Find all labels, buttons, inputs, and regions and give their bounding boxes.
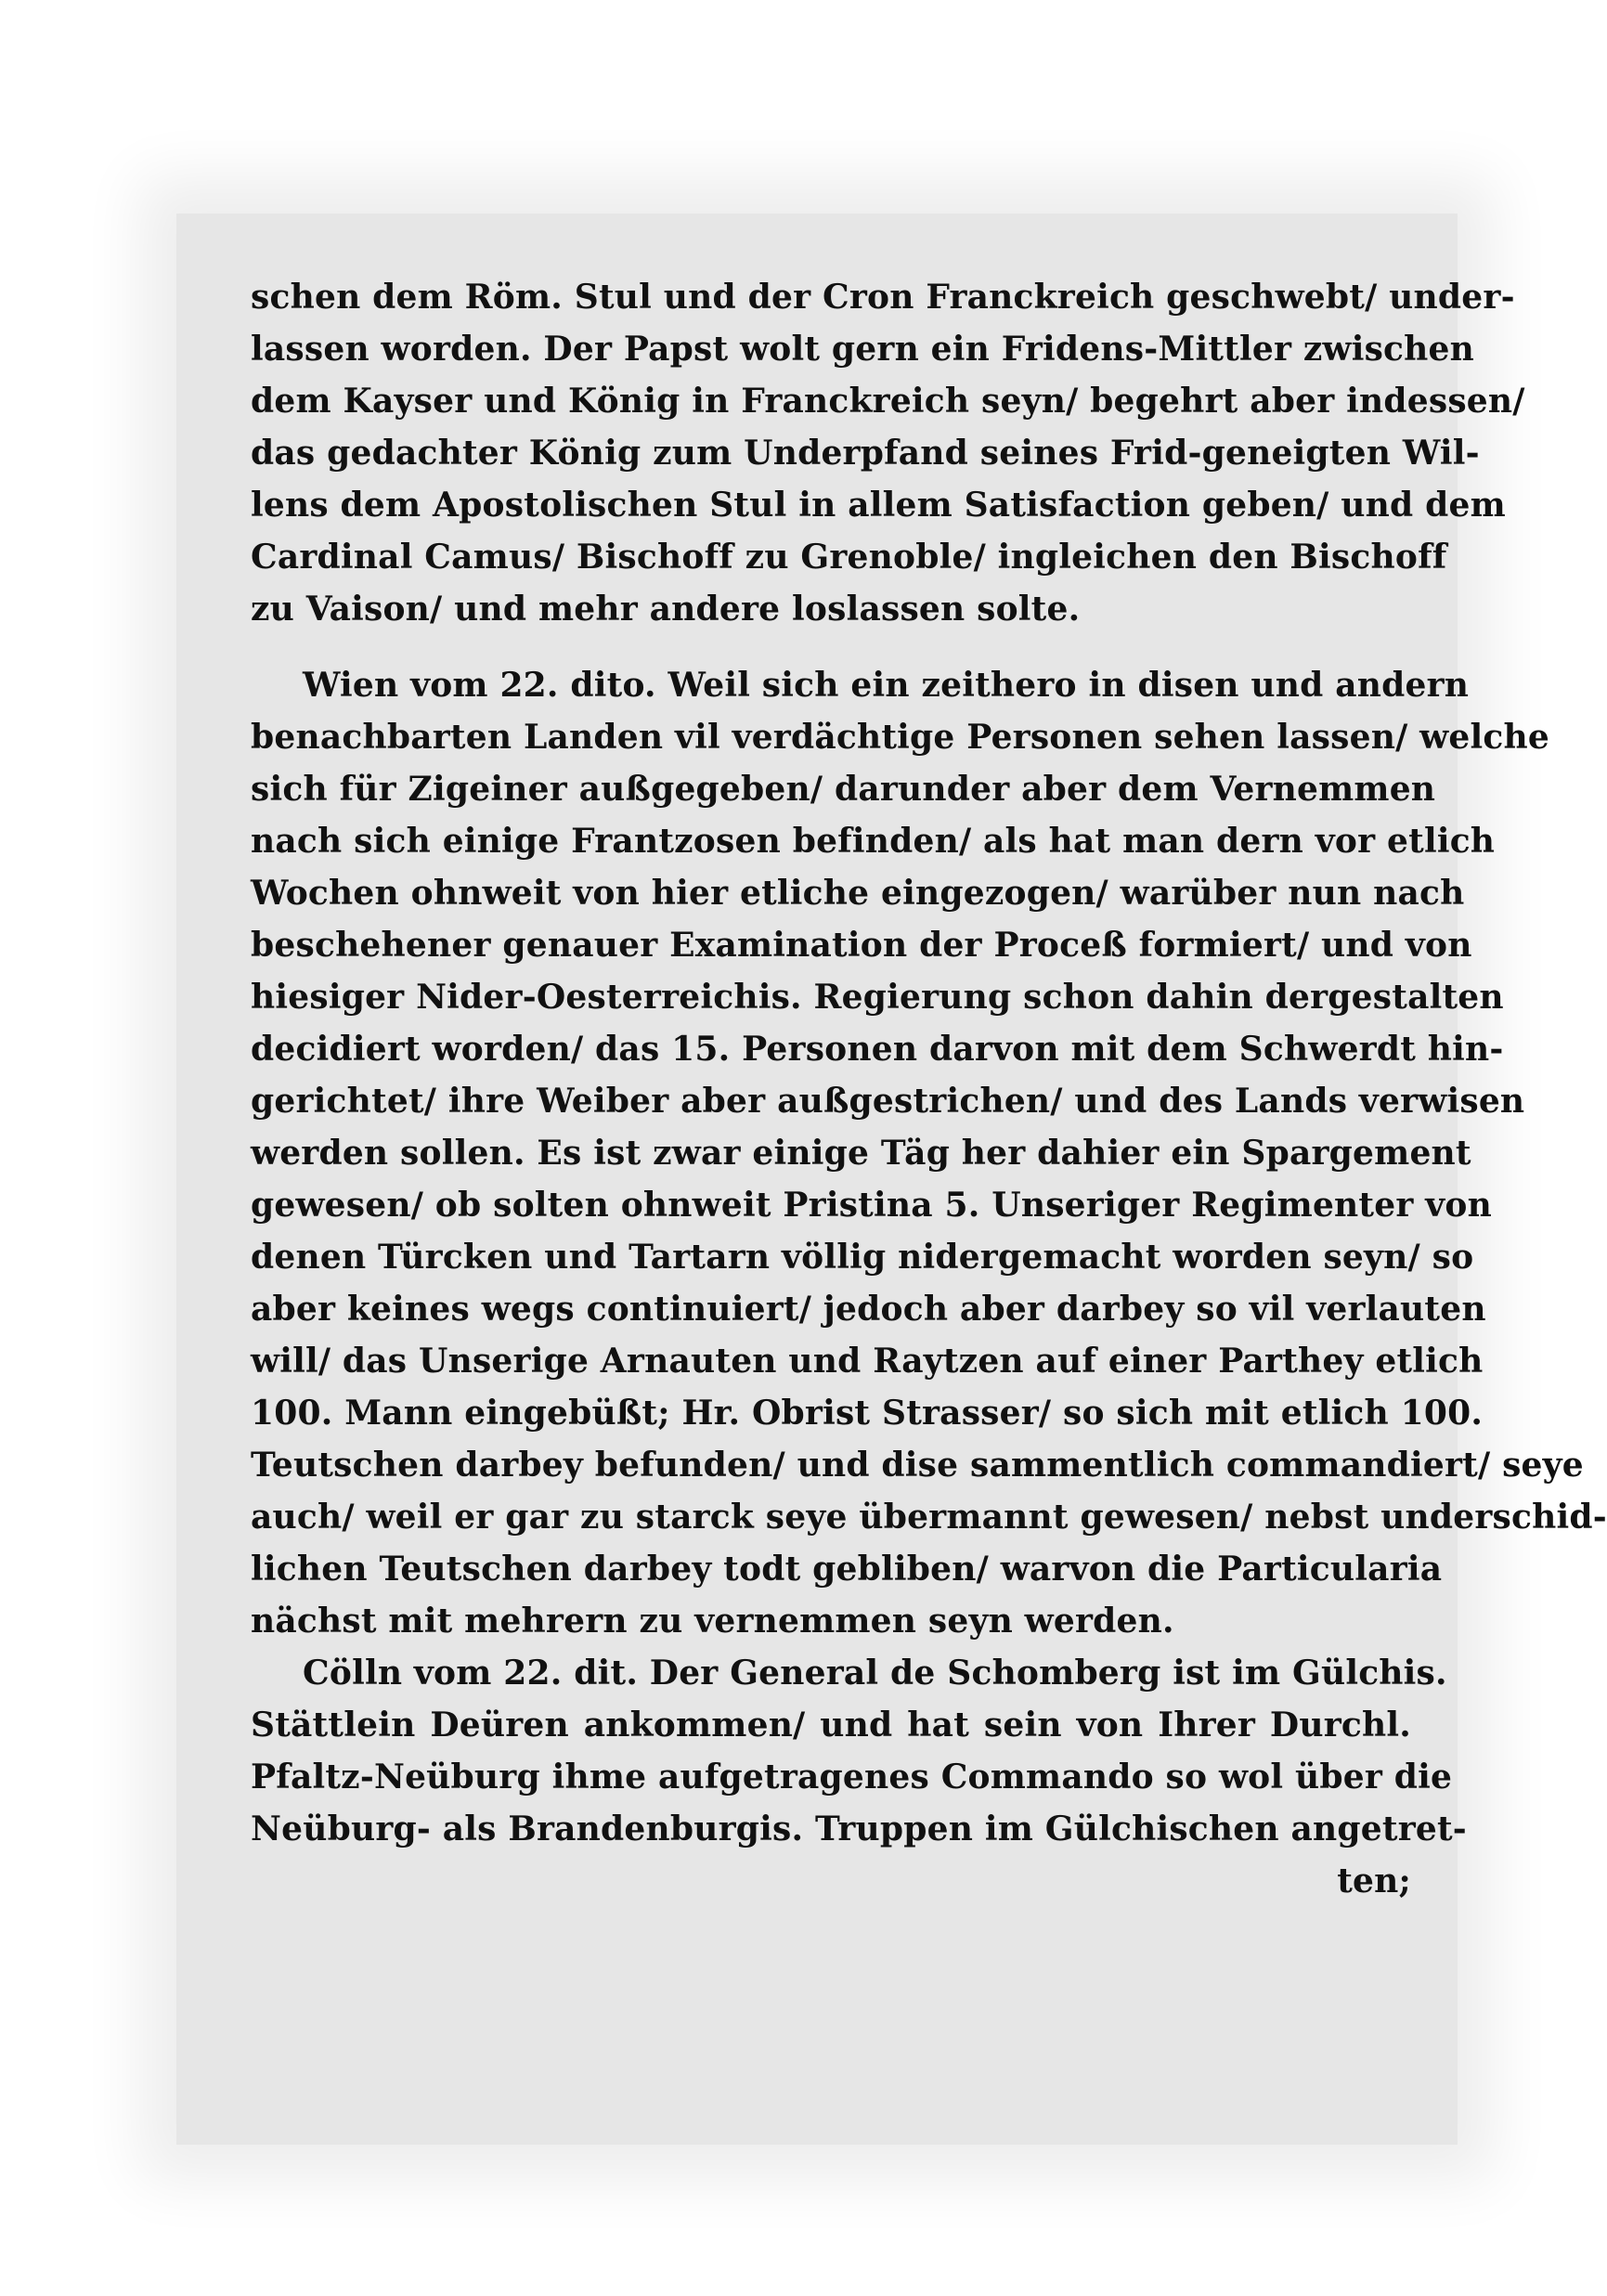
text-line: nächst mit mehrern zu vernemmen seyn werden. bbox=[251, 1602, 1174, 1641]
text-line: decidiert worden/ das 15. Personen darvon mit dem Schwerdt hin- bbox=[251, 1030, 1504, 1069]
text-line: lichen Teutschen darbey todt gebliben/ warvon die Particularia bbox=[251, 1550, 1443, 1589]
document-text bbox=[251, 271, 1607, 1907]
text-line: sich für Zigeiner außgegeben/ darunder aber dem Vernemmen bbox=[251, 770, 1436, 809]
paragraph-gap bbox=[251, 635, 1411, 659]
text-line: zu Vaison/ und mehr andere loslassen solte. bbox=[251, 590, 1081, 629]
text-line: Stättlein Deüren ankommen/ und hat sein von Ihrer Durchl. bbox=[251, 1706, 1411, 1745]
text-line: beschehener genauer Examination der Proceß formiert/ und von bbox=[251, 926, 1472, 965]
paragraph-cologne-report bbox=[251, 1647, 1467, 1907]
text-line: Wien vom 22. dito. Weil sich ein zeithero in disen und andern bbox=[303, 666, 1470, 705]
text-line: lens dem Apostolischen Stul in allem Satisfaction geben/ und dem bbox=[251, 486, 1506, 525]
text-line: hiesiger Nider-Oesterreichis. Regierung schon dahin dergestalten bbox=[251, 978, 1504, 1017]
text-line: denen Türcken und Tartarn völlig nidergemacht worden seyn/ so bbox=[251, 1238, 1474, 1277]
text-line: Teutschen darbey befunden/ und dise sammentlich commandiert/ seye bbox=[251, 1446, 1584, 1485]
paragraph-vienna-report bbox=[251, 659, 1607, 1647]
paragraph-papal-negotiation bbox=[251, 271, 1525, 635]
text-line: Cölln vom 22. dit. Der General de Schomberg ist im Gülchis. bbox=[303, 1654, 1447, 1693]
text-line: das gedachter König zum Underpfand seines Frid-geneigten Wil- bbox=[251, 434, 1480, 473]
text-line: will/ das Unserige Arnauten und Raytzen auf einer Parthey etlich bbox=[251, 1342, 1484, 1381]
text-line: 100. Mann eingebüßt; Hr. Obrist Strasser/ so sich mit etlich 100. bbox=[251, 1394, 1484, 1433]
text-line: Neüburg- als Brandenburgis. Truppen im Gülchischen angetret- bbox=[251, 1810, 1467, 1848]
text-line: werden sollen. Es ist zwar einige Täg her dahier ein Spargement bbox=[251, 1134, 1471, 1173]
text-line: gerichtet/ ihre Weiber aber außgestrichen/ und des Lands verwisen bbox=[251, 1082, 1525, 1121]
text-line: nach sich einige Frantzosen befinden/ als hat man dern vor etlich bbox=[251, 822, 1496, 861]
text-line: dem Kayser und König in Franckreich seyn/ begehrt aber indessen/ bbox=[251, 382, 1525, 421]
text-line: aber keines wegs continuiert/ jedoch aber darbey so vil verlauten bbox=[251, 1290, 1486, 1329]
text-line: gewesen/ ob solten ohnweit Pristina 5. Unseriger Regimenter von bbox=[251, 1186, 1492, 1225]
text-line: Cardinal Camus/ Bischoff zu Grenoble/ ingleichen den Bischoff bbox=[251, 538, 1447, 577]
text-line: schen dem Röm. Stul und der Cron Franckreich geschwebt/ under- bbox=[251, 278, 1515, 317]
catchword: ten; bbox=[1337, 1861, 1411, 1900]
text-line: Wochen ohnweit von hier etliche eingezogen/ warüber nun nach bbox=[251, 874, 1465, 913]
text-line: auch/ weil er gar zu starck seye übermannt gewesen/ nebst underschid- bbox=[251, 1498, 1607, 1537]
text-line: Pfaltz-Neüburg ihme aufgetragenes Commando so wol über die bbox=[251, 1758, 1453, 1797]
text-line: benachbarten Landen vil verdächtige Personen sehen lassen/ welche bbox=[251, 718, 1549, 757]
text-line: lassen worden. Der Papst wolt gern ein Fridens-Mittler zwischen bbox=[251, 330, 1475, 369]
